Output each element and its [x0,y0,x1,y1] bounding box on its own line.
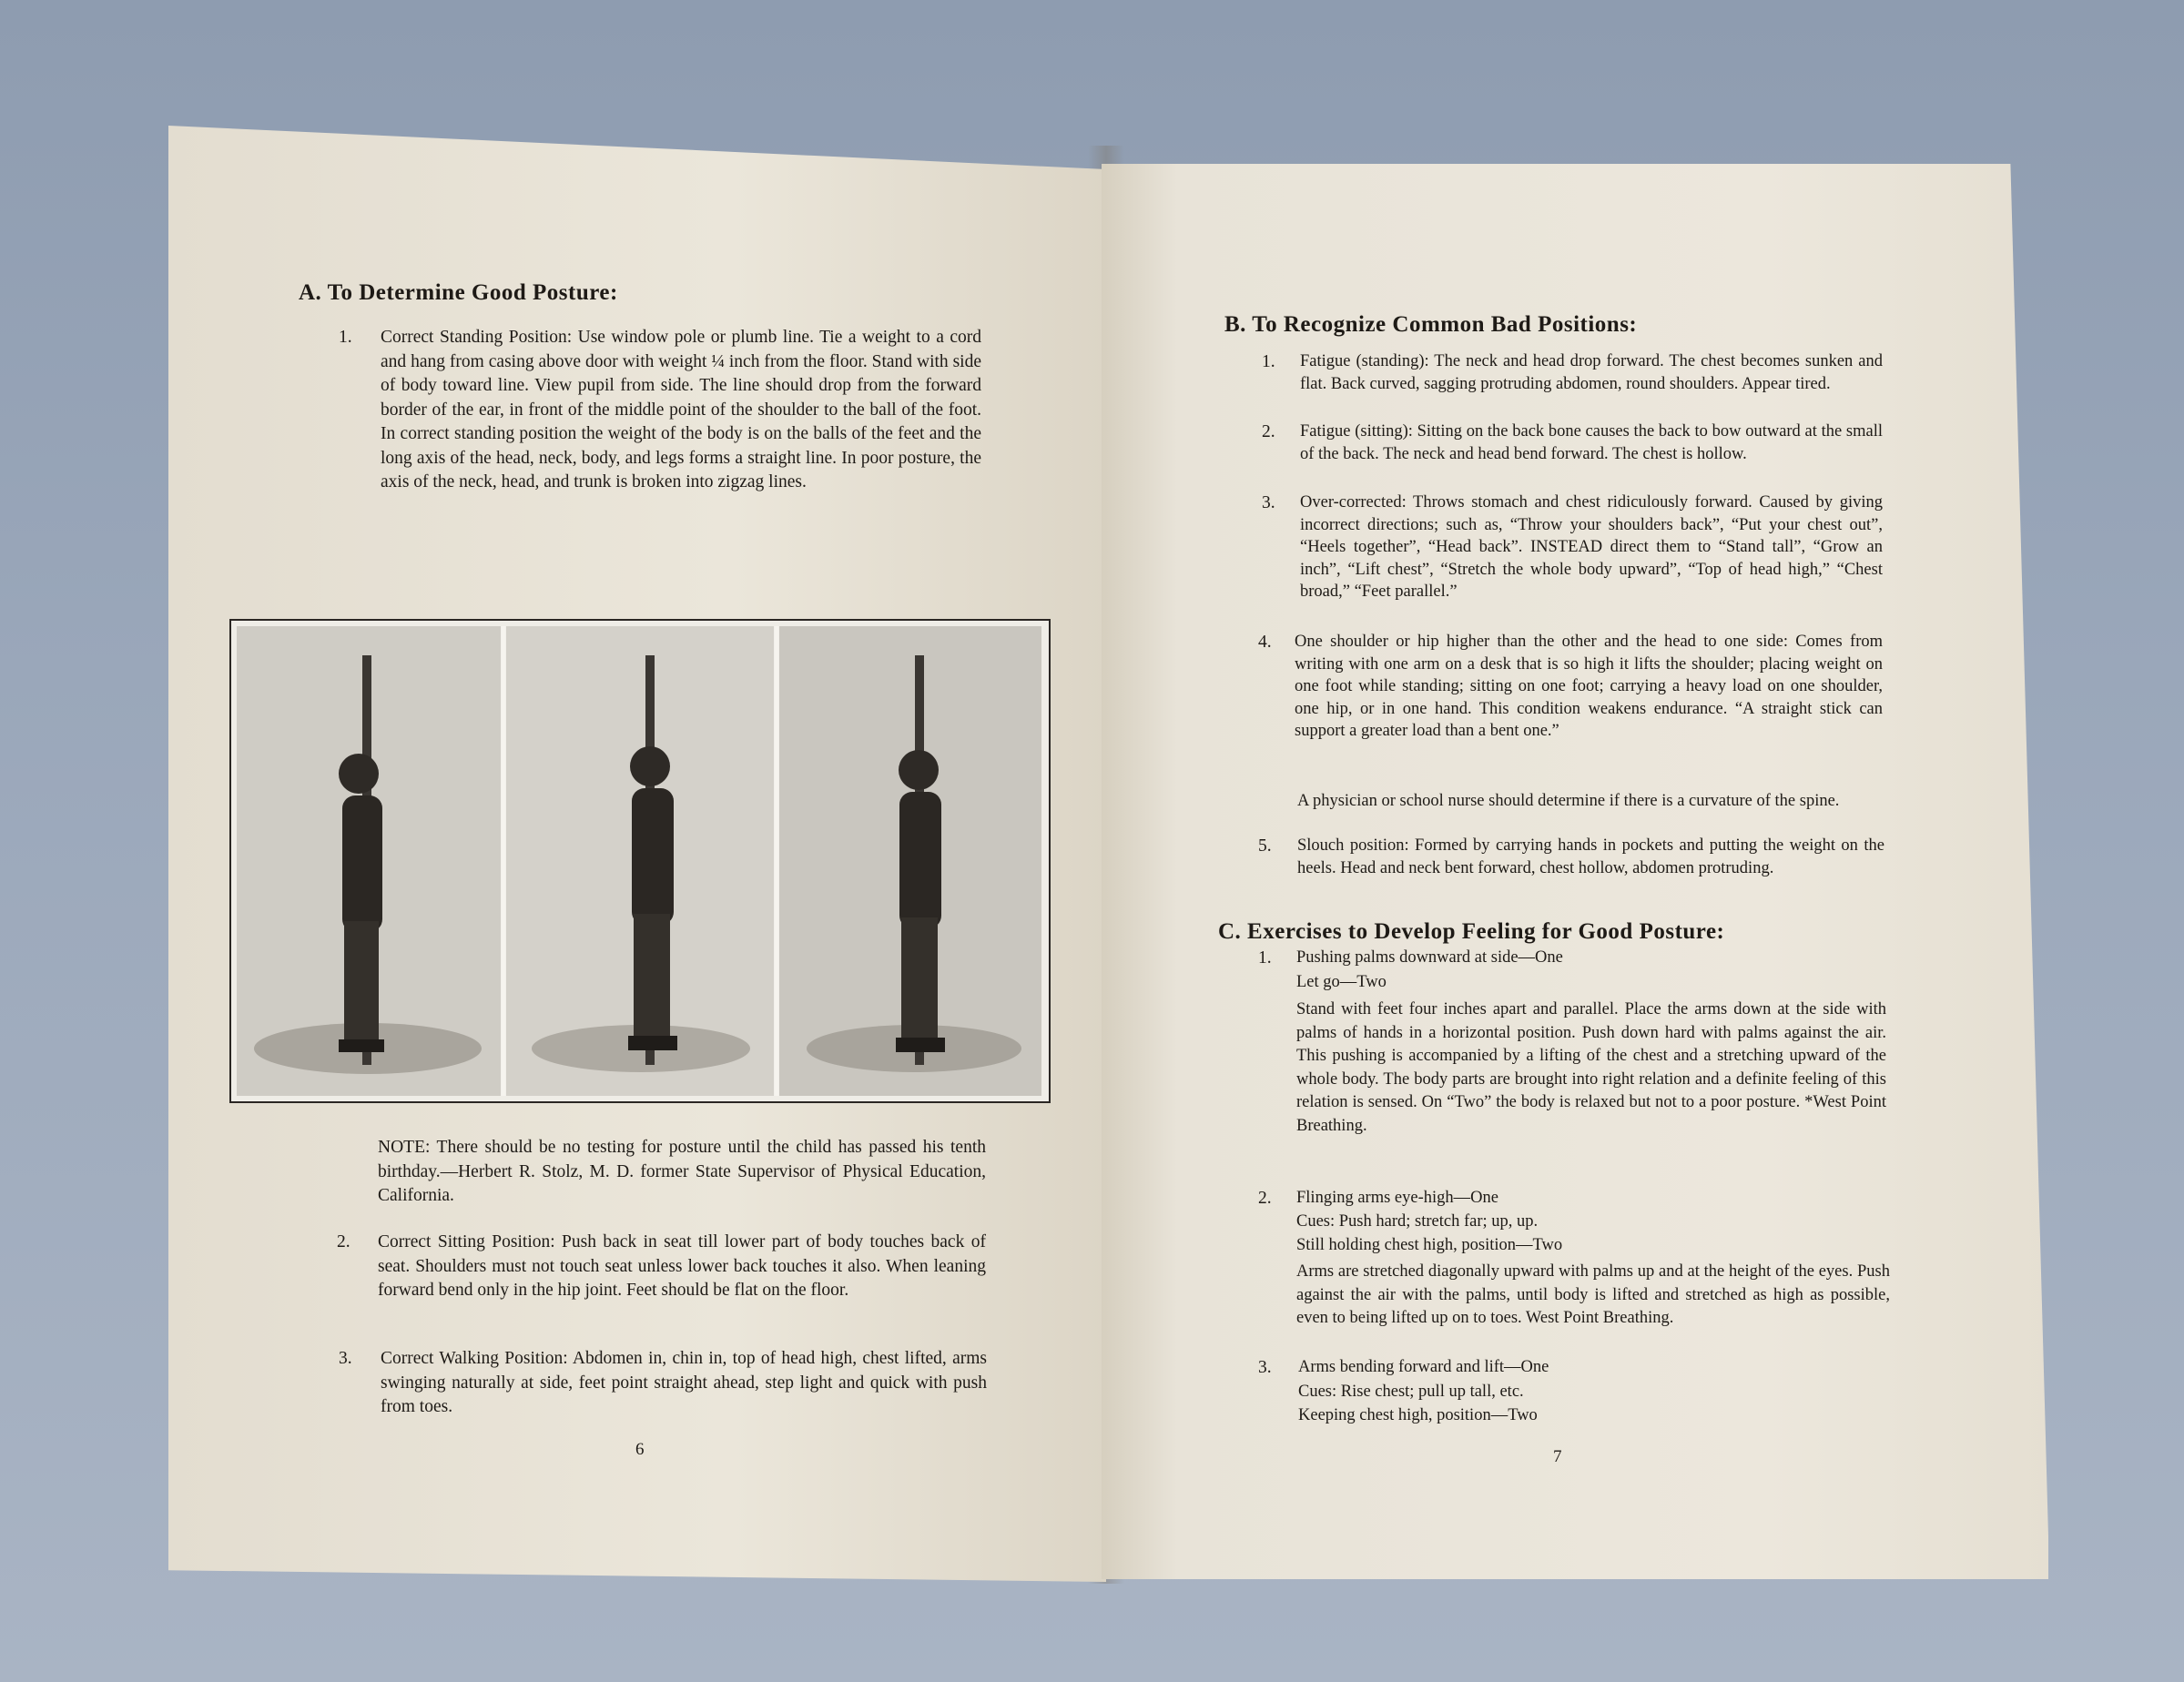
walking-position-text: Correct Walking Position: Abdomen in, chin in, top of head high, chest lifted, arms swinging naturally at side, feet point straight ahead, step light and quick with push from toes. [381,1349,987,1416]
item-number: 4. [1258,633,1272,652]
posture-photograph [229,619,1051,1103]
item-number: 2. [1262,422,1275,441]
exercise-1-text: Stand with feet four inches apart and parallel. Place the arms down at the side with palms of hands in a horizontal position. Push down hard with palms against the air. This pushing is accompanied by a lifting of the chest and a stretching upward of the whole body. The body parts are brought into right relation and a definite feeling of this relation is sensed. On “Two” the body is relaxed but not to a poor posture. *West Point Breathing. [1296,1000,1886,1135]
item-number: 3. [339,1349,352,1368]
physician-note-text: A physician or school nurse should determine if there is a curvature of the spine. [1297,792,1840,810]
item-number: 1. [1262,352,1275,371]
page-number-left: 6 [635,1440,645,1459]
item-number: 3. [1262,493,1275,512]
sitting-position-text: Correct Sitting Position: Push back in seat till lower part of body touches back of seat. Shoulders must not touch seat unless lower back touches it also. When leaning forward bend only in the hip joint. Feet should be flat on the floor. [378,1232,986,1300]
exercise-3-line-1: Arms bending forward and lift—One [1298,1358,1549,1376]
slouch-position-text: Slouch position: Formed by carrying hands in pockets and putting the weight on the heels. Head and neck bent forward, chest hollow, abdomen protruding. [1297,836,1884,877]
standing-position-text: Correct Standing Position: Use window pole or plumb line. Tie a weight to a cord and hang from casing above door with weight ¼ inch from the floor. Stand with side of body toward line. View pupil from side. The line should drop from the forward border of the ear, in front of the middle point of the shoulder to the ball of the foot. In correct standing position the weight of the body is on the balls of the feet and the long axis of the head, neck, body, and legs forms a straight line. In poor posture, the axis of the neck, head, and trunk is broken into zigzag lines. [381,328,981,491]
photo-panel-1 [237,626,501,1096]
item-number: 2. [337,1232,350,1251]
exercise-2-line-1: Flinging arms eye-high—One [1296,1189,1498,1207]
item-number: 2. [1258,1189,1272,1208]
exercise-2-text: Arms are stretched diagonally upward with palms up and at the height of the eyes. Push against the air with the palms, until body is lifted and stretched as high as possible, even to being lifted up on to toes. West Point Breathing. [1296,1262,1890,1327]
exercise-1-line-2: Let go—Two [1296,973,1387,991]
section-c-heading: C. Exercises to Develop Feeling for Good Posture: [1218,919,1725,944]
posture-figures [231,621,1049,1101]
fatigue-sitting-text: Fatigue (sitting): Sitting on the back bone causes the back to bow outward at the small of the back. The neck and head bend forward. The chest is hollow. [1300,422,1883,463]
page-number-right: 7 [1553,1447,1562,1466]
exercise-3-line-2: Cues: Rise chest; pull up tall, etc. [1298,1383,1524,1401]
over-corrected-text: Over-corrected: Throws stomach and chest ridiculously forward. Caused by giving incorrect directions; such as, “Throw your shoulders back”, “Put your chest out”, “Heels together”, “Head back”. INSTEAD direct them to “Stand tall”, “Grow an inch”, “Lift chest”, “Stretch the whole body upward”, “Top of head high,” “Chest broad,” “Feet parallel.” [1300,493,1883,601]
photo-panel-2 [506,626,774,1096]
item-number: 5. [1258,836,1272,856]
note-text: NOTE: There should be no testing for posture until the child has passed his tenth birthday.—Herbert R. Stolz, M. D. former State Supervisor of Physical Education, California. [378,1138,986,1205]
section-a-heading: A. To Determine Good Posture: [299,280,618,305]
item-number: 3. [1258,1358,1272,1377]
exercise-2-line-3: Still holding chest high, position—Two [1296,1236,1563,1254]
uneven-shoulder-text: One shoulder or hip higher than the other and the head to one side: Comes from writing with one arm on a desk that is so high it lifts the shoulder; placing weight on one foot while standing; sitting on one foot; carrying a heavy load on one shoulder, one hip, or in one hand. This condition weakens endurance. “A straight stick can support a greater load than a bent one.” [1295,633,1883,740]
exercise-2-line-2: Cues: Push hard; stretch far; up, up. [1296,1212,1539,1231]
exercise-1-line-1: Pushing palms downward at side—One [1296,948,1563,967]
fatigue-standing-text: Fatigue (standing): The neck and head drop forward. The chest becomes sunken and flat. Back curved, sagging protruding abdomen, round shoulders. Appear tired. [1300,352,1883,393]
item-number: 1. [1258,948,1272,968]
item-number: 1. [339,328,352,347]
section-b-heading: B. To Recognize Common Bad Positions: [1224,312,1638,337]
exercise-3-line-3: Keeping chest high, position—Two [1298,1406,1538,1424]
photo-panel-3 [779,626,1041,1096]
